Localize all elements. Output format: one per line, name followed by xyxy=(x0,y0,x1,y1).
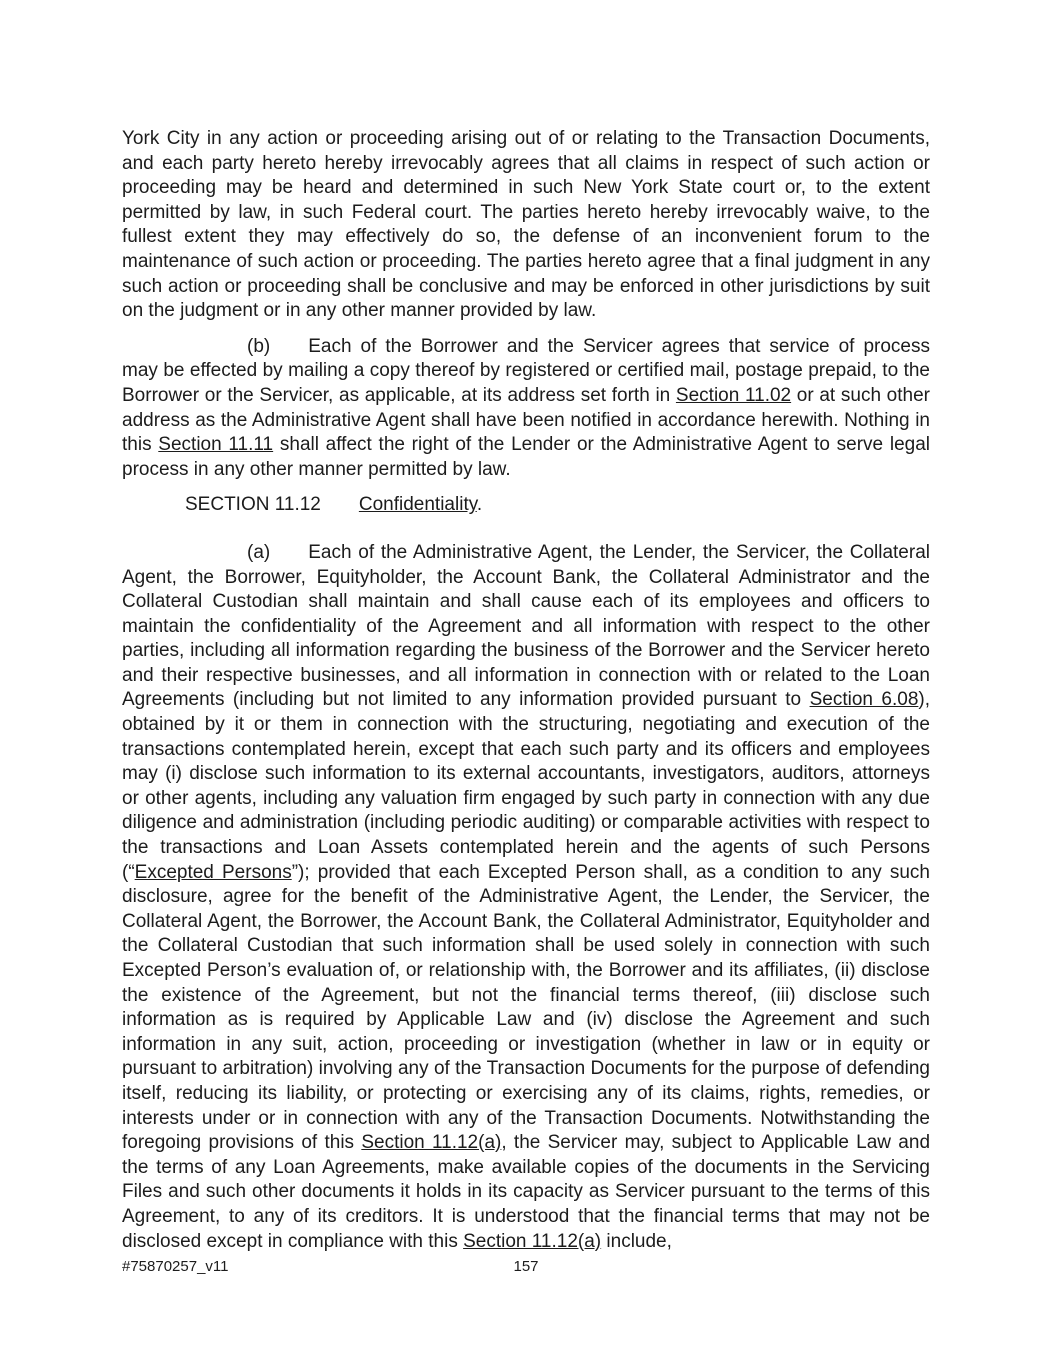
text-run: , the Servicer may, subject to Applicable Law and the terms of any Loan Agreements, make available copies of the documents in the Servicing Files and such other documents it holds in its capacity as Servicer pursuant to the terms of this Agreement, to any of its creditors. It is understood that the financial terms that may not be disclosed except in compliance with this xyxy=(122,1132,931,1252)
text-run: (a) xyxy=(247,541,271,563)
page-body xyxy=(122,127,930,1265)
text-run: Each of the Borrower and the Servicer agrees that service of process may be effected by mailing a copy thereof by registered or certified mail, postage prepaid, to the Borrower or the Servicer, as applicable, at its address set forth in xyxy=(122,335,930,406)
paragraph-a xyxy=(122,541,930,1254)
text-run: Each of the Administrative Agent, the Lender, the Servicer, the Collateral Agent, the Borrower, Equityholder, the Account Bank, the Collateral Administrator and the Collateral Custodian shall maintain and shall cause each of its employees and officers to maintain the confidentiality of the Agreement and all information with respect to the other parties, including all information regarding the business of the Borrower and the Servicer hereto and their respective businesses, and all information in connection with or related to the Loan Agreements (including but not limited to any information provided pursuant to xyxy=(122,541,930,711)
text-run: SECTION 11.12 xyxy=(185,494,321,516)
text-run: include, xyxy=(601,1230,672,1252)
heading-section-11-12 xyxy=(122,493,930,518)
underlined-term: Section 11.12(a) xyxy=(361,1132,502,1154)
underlined-term: Section 11.12(a) xyxy=(463,1230,602,1252)
text-run: or at such other address as the Administrative Agent shall have been notified in accordance herewith. Nothing in this xyxy=(122,384,930,456)
paragraph-b xyxy=(122,335,930,483)
text-run: shall affect the right of the Lender or the Administrative Agent to serve legal process in any other manner permitted by law. xyxy=(122,434,930,480)
text-run: York City in any action or proceeding arising out of or relating to the Transaction Documents, and each party hereto hereby irrevocably agrees that all claims in respect of such action or proceeding may be heard and determined in such New York State court or, to the extent permitted by law, in such Federal court. The parties hereto hereby irrevocably waive, to the fullest extent they may effectively do so, the defense of an inconvenient forum to the maintenance of such action or proceeding. The parties hereto agree that a final judgment in any such action or proceeding shall be conclusive and may be enforced in other jurisdictions by suit on the judgment or in any other manner provided by law. xyxy=(122,128,930,322)
document-id: #75870257_v11 xyxy=(122,1258,229,1275)
text-run: ”); provided that each Excepted Person shall, as a condition to any such disclosure, agree for the benefit of the Administrative Agent, the Lender, the Servicer, the Collateral Agent, the Borrower, the Account Bank, the Collateral Administrator, Equityholder and the Collateral Custodian that such information shall be used solely in connection with such Excepted Person’s evaluation of, or relationship with, the Borrower and its affiliates, (ii) disclose the existence of the Agreement, but not the financial terms thereof, (iii) disclose such information as is required by Applicable Law and (iv) disclose the Agreement and such information in any suit, action, proceeding or investigation (whether in law or in equity or pursuant to arbitration) involving any of the Transaction Documents for the purpose of defending itself, reducing its liability, or protecting or exercising any of its claims, rights, remedies, or interests under or in connection with any of the Transaction Documents. Notwithstanding the foregoing provisions of this xyxy=(122,861,930,1154)
underlined-term: Section 11.02 xyxy=(675,384,792,406)
page-number: 157 xyxy=(513,1258,539,1275)
paragraph-continuation xyxy=(122,127,930,324)
underlined-term: Confidentiality xyxy=(358,494,477,516)
underlined-term: Excepted Persons xyxy=(134,861,292,883)
text-run: . xyxy=(476,494,483,516)
underlined-term: Section 6.08 xyxy=(809,689,919,711)
text-run: ), obtained by it or them in connection with the structuring, negotiating and execution of the transactions contemplated herein, except that each such party and its officers and employees may (i) disclose such information to its external accountants, investigators, auditors, attorneys or other agents, including any valuation firm engaged by such party in connection with any due diligence and administration (including periodic auditing) or comparable activities with respect to the transactions and Loan Assets contemplated herein and the agents of such Persons (“ xyxy=(122,689,930,883)
text-run: (b) xyxy=(247,335,271,357)
underlined-term: Section 11.11 xyxy=(158,434,274,456)
